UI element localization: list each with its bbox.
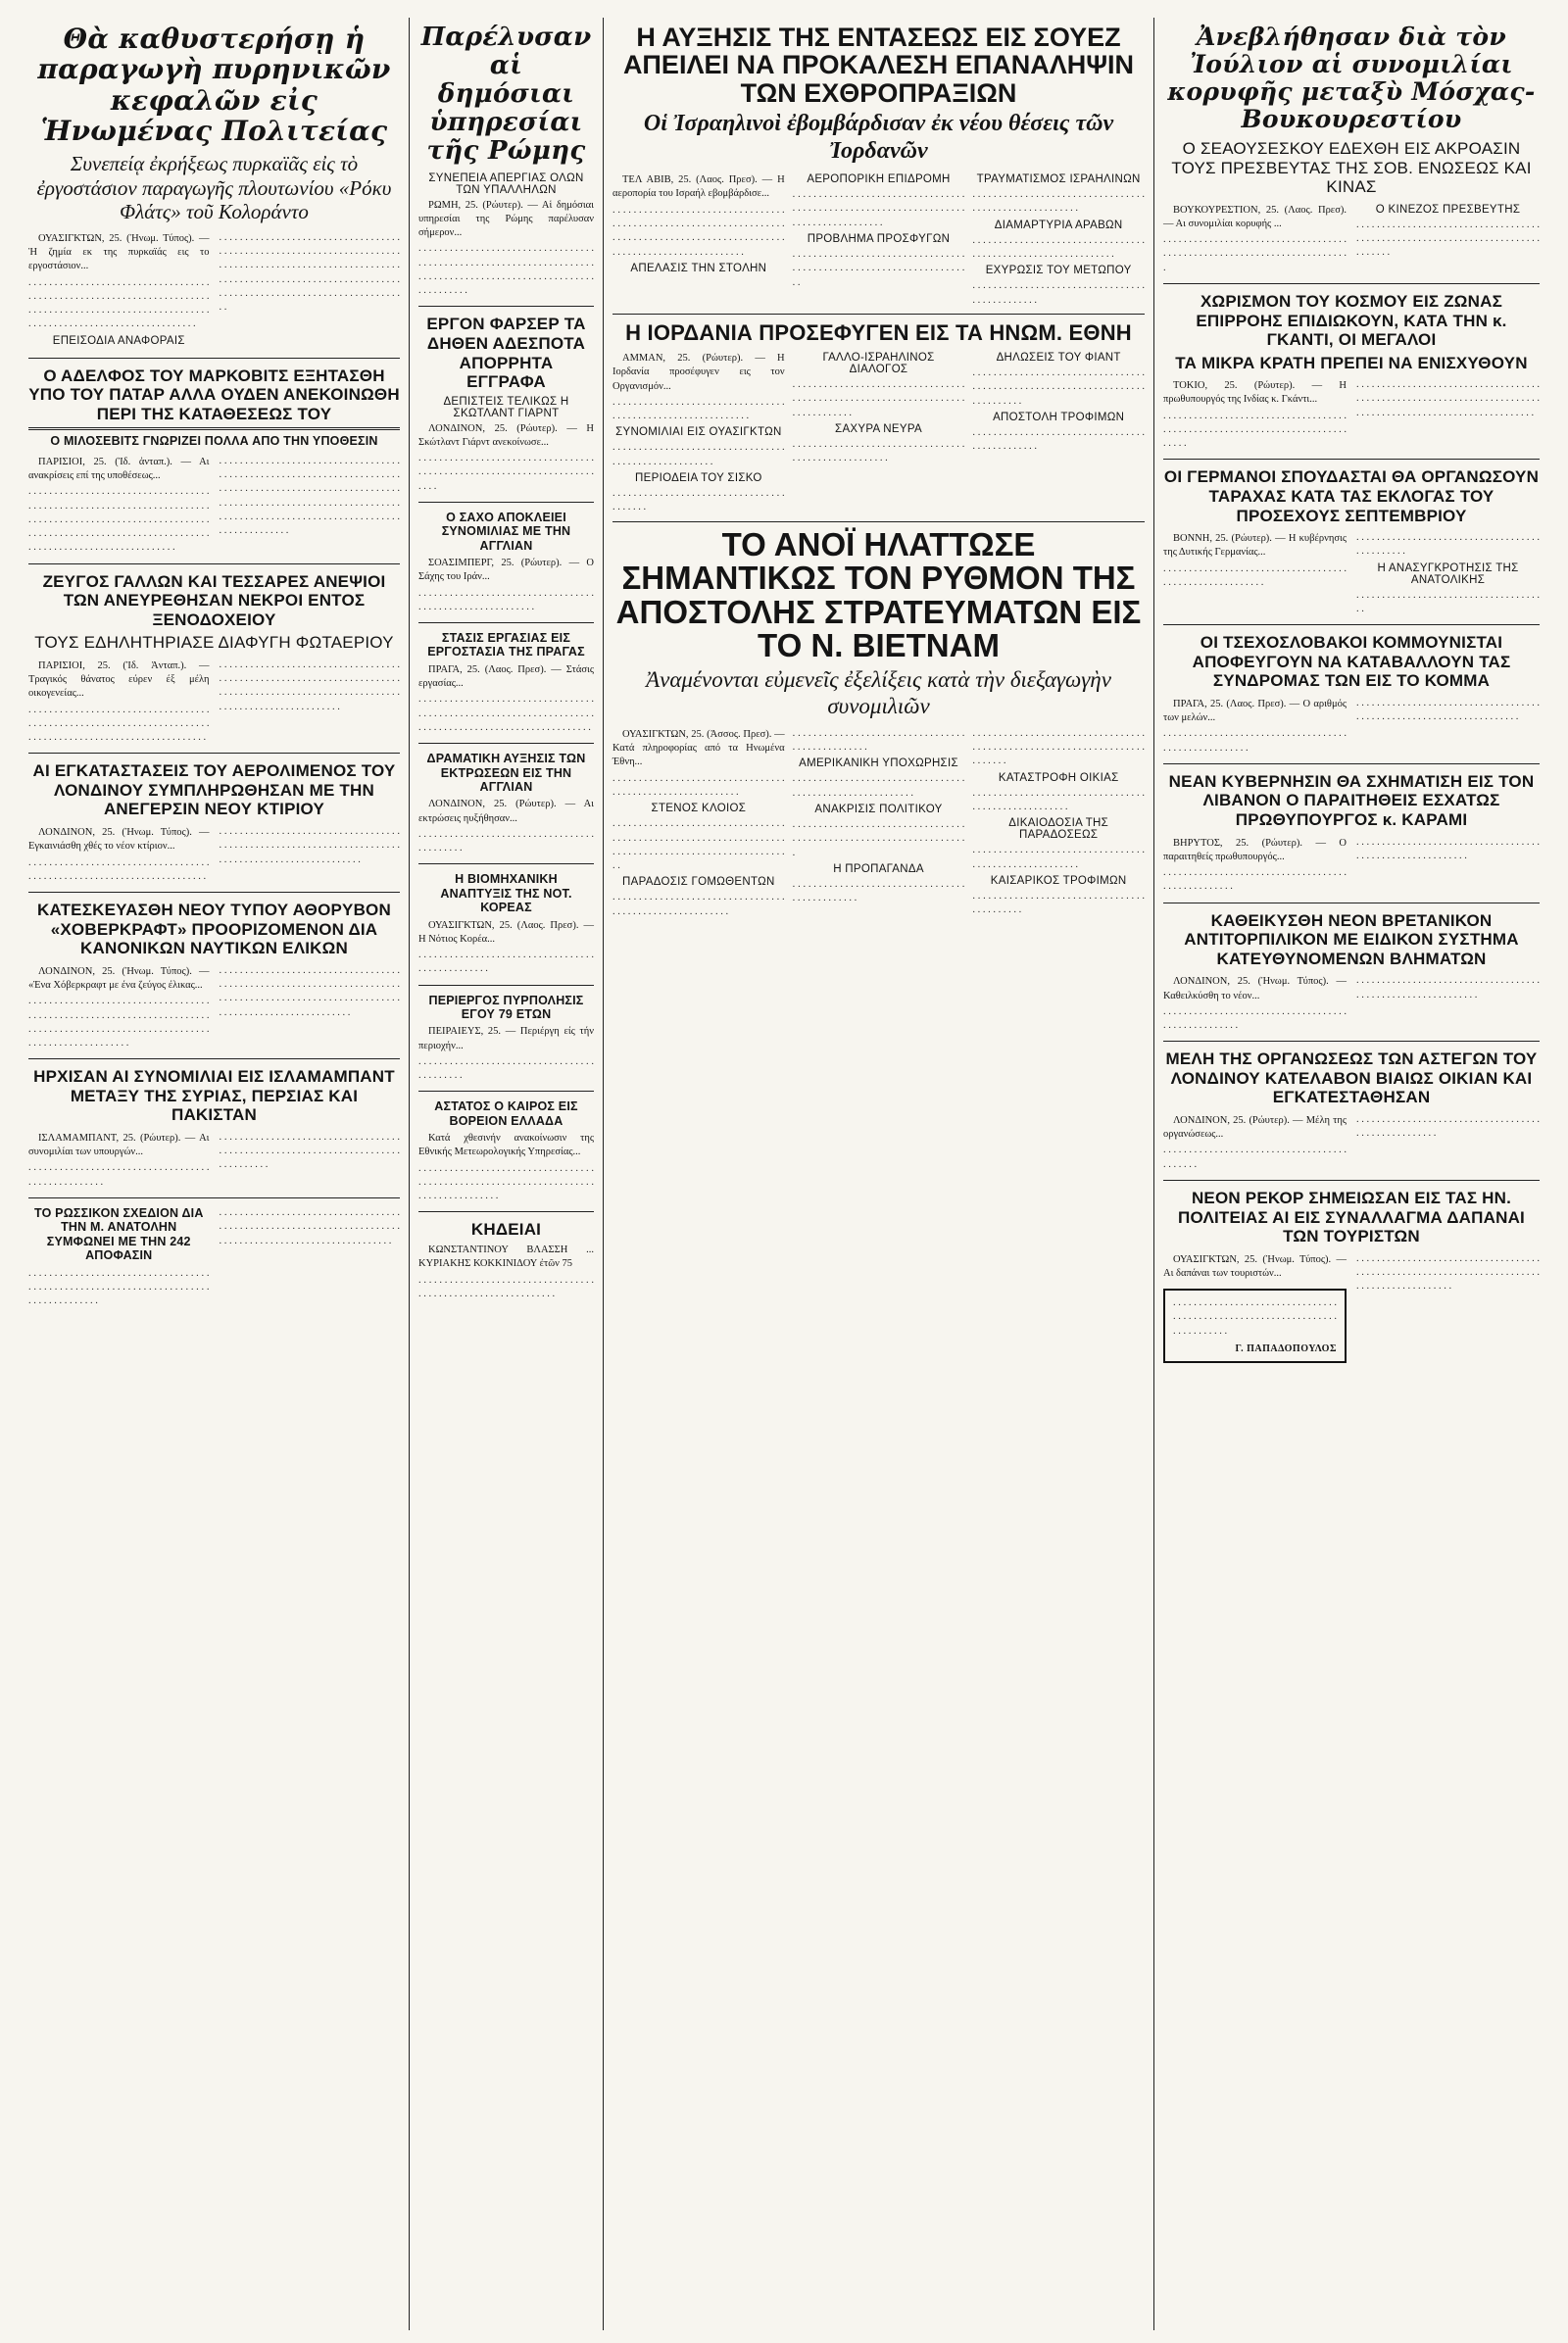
body-text: . . . . . . . . . . . . . . . . . . . . . . . . . . . . . . . . . . . . . . . . . . . . . . [972,426,1145,453]
article-london-airport [28,754,400,893]
article-czech-communists [1163,625,1540,764]
body-text: . . . . . . . . . . . . . . . . . . . . . . . . . . . . . . . . . . . . . . . . . . . . . . . . . . . . . . . . . . . . [1356,975,1540,1001]
body-text: . . . . . . . . . . . . . . . . . . . . . . . . . . . . . . . . . . . . . . . . . . . . . . . . . . . . . . . . . . . . . . . . . . . . . . . . . . . . . [1163,410,1347,450]
headline: ΔΡΑΜΑΤΙΚΗ ΑΥΞΗΣΙΣ ΤΩΝ ΕΚΤΡΩΣΕΩΝ ΕΙΣ ΤΗΝ ΑΓΓΛΙΑΝ [426,752,586,794]
headline: ΑΣΤΑΤΟΣ Ο ΚΑΙΡΟΣ ΕΙΣ ΒΟΡΕΙΟΝ ΕΛΛΑΔΑ [434,1099,578,1128]
headline: ΑΙ ΕΓΚΑΤΑΣΤΑΣΕΙΣ ΤΟΥ ΑΕΡΟΛΙΜΕΝΟΣ ΤΟΥ ΛΟΝΔΙΝΟΥ ΣΥΜΠΛΗΡΩΘΗΣΑΝ ΜΕ ΤΗΝ ΑΝΕΓΕΡΣΙΝ ΝΕΟΥ ΚΤΙΡΙΟΥ [32,761,396,819]
article-funerals [418,1212,594,1309]
body-text: . . . . . . . . . . . . . . . . . . . . . . . . . . . . . . . . . . . . . . . . . . . . . . . . . . . . [1356,1113,1540,1140]
headline: ΕΡΓΟΝ ΦΑΡΣΕΡ ΤΑ ΔΗΘΕΝ ΑΔΕΣΠΟΤΑ ΑΠΟΡΡΗΤΑ ΕΓΓΡΑΦΑ [426,315,586,392]
subheadline: Ο ΣΕΑΟΥΣΕΣΚΟΥ ΕΔΕΧΘΗ ΕΙΣ ΑΚΡΟΑΣΙΝ ΤΟΥΣ ΠΡΕΣΒΕΥΤΑΣ ΤΗΣ ΣΟΒ. ΕΝΩΣΕΩΣ ΚΑΙ ΚΙΝΑΣ [1171,139,1532,197]
article-secret-documents [418,307,594,503]
article-tourist-spending [1163,1181,1540,1371]
section-kicker: Ο ΚΙΝΕΖΟΣ ΠΡΕΣΒΕΥΤΗΣ [1375,203,1521,216]
headline: ΝΕΑΝ ΚΥΒΕΡΝΗΣΙΝ ΘΑ ΣΧΗΜΑΤΙΣΗ ΕΙΣ ΤΟΝ ΛΙΒΑΝΟΝ Ο ΠΑΡΑΙΤΗΘΕΙΣ ΕΣΧΑΤΩΣ ΠΡΩΘΥΠΟΥΡΓΟΣ κ. ΚΑΡΑΜΙ [1168,771,1535,829]
headline: ΚΑΘΕΙΚΥΣΘΗ ΝΕΟΝ ΒΡΕΤΑΝΙΚΟΝ ΑΝΤΙΤΟΡΠΙΛΙΚΟΝ ΜΕ ΕΙΔΙΚΟΝ ΣΥΣΤΗΜΑ ΚΑΤΕΥΘΥΝΟΜΕΝΩΝ ΒΛΗΜΑΤΩΝ [1184,910,1519,968]
subheadline: Ἀναμένονται εὐμενεῖς ἐξελίξεις κατὰ τὴν διεξαγωγὴν συνομιλιῶν [646,667,1111,718]
body-text: . . . . . . . . . . . . . . . . . . . . . . . . . . . . . . . . . . . . . . . . . . . . . . . . . . . . . . . . . . . . . . . . . . . . . . . . . . . . [972,367,1145,407]
article-nuclear-warheads [28,18,400,359]
body-text: . . . . . . . . . . . . . . . . . . . . . . . . . . . . . . . . . . . . . . . . . . . . . . . . . . . . . . . . . . . . . . . . . . . . . . . . . . . . . . . . . . . . . . . . . . . . . . . . . . . . . . . . . . . . . . . . . . . . . . . . . . . . . . . . . . . . . . . . . . . . . . . . . . . . . . . . . . . . . . . . . . . . . . . . . [28,486,210,554]
article-british-torpedo [1163,903,1540,1043]
body-text: . . . . . . . . . . . . . . . . . . . . . . . . . . . . . . . . . . . . . . . . . . . . . . . . . . . . . . . . . . . . . . . . . . . . . . [28,856,210,882]
headline: Ἀνεβλήθησαν διὰ τὸν Ἰούλιον αἱ συνομιλίαι κορυφῆς μεταξὺ Μόσχας-Βουκουρεστίου [1167,23,1536,133]
body-text: . . . . . . . . . . . . . . . . . . . . . . . . . . . . . . . . . . . . . . . . . . . . . . . . [792,727,965,754]
body-text: . . . . . . . . . . . . . . . . . . . . . . . . . . . . . . . . . . . . . . . . . . . . . . . . . . . . . . . . . . . . . [972,234,1145,261]
body-text: . . . . . . . . . . . . . . . . . . . . . . . . . . . . . . . . . . . . . . . . . . . . . . . . . . . . . . . . . . . . . . . . . . . . . . . . . . . . . . . . . . . . . . . . . . . . . . . . . . . . . . . . . . . . . . . . . . . . . . . . . . . . . [612,204,785,258]
section-kicker: ΕΧΥΡΩΣΙΣ ΤΟΥ ΜΕΤΩΠΟΥ [985,265,1132,277]
body-text: . . . . . . . . . . . . . . . . . . . . . . . . . . . . . . . . . . . . . . . . . . . . . . . . . . . . . . . . [612,892,785,917]
dateline-text: ΣΟΑΣΙΜΠΕΡΓ, 25. (Ρώυτερ). — Ο Σάχης του Ιράν... [418,558,594,583]
body-text: . . . . . . . . . . . . . . . . . . . . . . . . . . . . . . . . . . . . . . . . . . . . . . . . . . . . . . . . . [418,587,594,612]
body-text: . . . . . . . . . . . . . . . . . . . . . . . . . . . . . . . . . . . . . . . . . . . . . . . . . . . . . . . . [1163,562,1347,588]
body-text: . . . . . . . . . . . . . . . . . . . . . . . . . . . . . . . . . . . . . . . . . . . . . . . . . . . . . . . . . . . . . . . . . . . [792,819,965,858]
body-text: . . . . . . . . . . . . . . . . . . . . . . . . . . . . . . . . . . . . . . . . . . . . . . . . . . . . . . . . . . . . . . . . . . . . . . . . . . . . . . . . [219,1131,400,1171]
body-text: . . . . . . . . . . . . . . . . . . . . . . . . . . . . . . . . . . . . . . . . . . . . . . . . . . . . [972,787,1145,812]
article-islamabad-talks [28,1059,400,1198]
body-text: . . . . . . . . . . . . . . . . . . . . . . . . . . . . . . . . . . . . . . [1356,589,1540,614]
body-text: . . . . . . . . . . . . . . . . . . . . . . . . . . . . . . . . . . . . . . . . . . . . . . . . . . . . . . . . . . . . . . . . . . . . . . . . . . . . . . . . . . . . . . . . . . . . . . . . . . . . . . . . . . . . . . . . . . . . . . . . . . . . . . . . . . . . . . . . . . [28,276,210,330]
column-2 [410,18,604,2330]
headline: ΣΤΑΣΙΣ ΕΡΓΑΣΙΑΣ ΕΙΣ ΕΡΓΟΣΤΑΣΙΑ ΤΗΣ ΠΡΑΓΑΣ [427,631,585,659]
article-rome-strike [418,18,594,307]
article-suez [612,18,1145,315]
body-text: . . . . . . . . . . . . . . . . . . . . . . . . . . . . . . . . . . . . . . . . . . . . . . . . . . . . . . . . . . . . . . . . . . . . . . . . . . . . . . . . . . . . . . . . . . . . . . . . . . . . . . . . . . . . . . . . . . . . . . . . . . . . . . . . . [219,659,400,712]
dateline-text: ΠΡΑΓΑ, 25. (Λαος. Πρεσ). — Στάσις εργασίας... [418,663,594,690]
headline: Η ΙΟΡΔΑΝΙΑ ΠΡΟΣΕΦΥΓΕΝ ΕΙΣ ΤΑ ΗΝΩΜ. ΕΘΝΗ [625,319,1132,345]
body-text: . . . . . . . . . . . . . . . . . . . . . . . . . . . . . . . . . . . . . . . . . . . . . . . . . . . . . . . . . . . . . . . . . . . . . . . . . . . . . . . . . . . . [418,1162,594,1202]
headline: ΗΡΧΙΣΑΝ ΑΙ ΣΥΝΟΜΙΛΙΑΙ ΕΙΣ ΙΣΛΑΜΑΜΠΑΝΤ ΜΕΤΑΞΥ ΤΗΣ ΣΥΡΙΑΣ, ΠΕΡΣΙΑΣ ΚΑΙ ΠΑΚΙΣΤΑΝ [33,1067,395,1125]
article-german-students [1163,460,1540,625]
section-kicker: ΑΠΟΣΤΟΛΗ ΤΡΟΦΙΜΩΝ [993,411,1125,423]
section-kicker: ΠΕΡΙΟΔΕΙΑ ΤΟΥ ΣΙΣΚΟ [635,471,762,484]
headline: ΧΩΡΙΣΜΟΝ ΤΟΥ ΚΟΣΜΟΥ ΕΙΣ ΖΩΝΑΣ ΕΠΙΡΡΟΗΣ ΕΠΙΔΙΩΚΟΥΝ, ΚΑΤΑ ΤΗΝ κ. ΓΚΑΝΤΙ, ΟΙ ΜΕΓΑΛΟΙ [1196,291,1507,350]
subheadline: ΤΑ ΜΙΚΡΑ ΚΡΑΤΗ ΠΡΕΠΕΙ ΝΑ ΕΝΙΣΧΥΘΟΥΝ [1175,353,1528,372]
dateline-text: ΠΑΡΙΣΙΟΙ, 25. (Ἰδ. Ἀνταπ.). — Τραγικός θάνατος εύρεν έξ μέλη οικογενείας... [28,659,210,700]
dateline-text: ΠΕΙΡΑΙΕΥΣ, 25. — Περιέργη είς τήν περιοχήν... [418,1026,594,1051]
section-kicker: ΔΗΛΩΣΕΙΣ ΤΟΥ ΦΙΑΝΤ [996,352,1121,365]
body-text: . . . . . . . . . . . . . . . . . . . . . . . . . . . . . . . . . . . . . . . . . . . . . . . . . . . . . . . . . . . . . . . . . . . . . . . . . . . . . . . . . . . . . . . . . . . . . . . . . . . . . . . . . [28,704,210,744]
body-text: . . . . . . . . . . . . . . . . . . . . . . . . . . . . . . . . . . . . . . . . . . . [418,828,594,854]
article-hovercraft [28,893,400,1059]
dateline-text: ΤΟΚΙΟ, 25. (Ρώυτερ). — Η πρωθυπουργός της Ινδίας κ. Γκάντι... [1163,380,1347,406]
body-text: . . . . . . . . . . . . . . . . . . . . . . . . . . . . . . . . . . . . . . . . . . . . . . . . . . . . . . . . . . . . . [418,1274,594,1299]
article-london-squatters [1163,1042,1540,1181]
dateline-text: Κατά χθεσινήν ανακοίνωσιν της Εθνικής Μετεωρολογικής Υπηρεσίας... [418,1133,594,1158]
body-text: . . . . . . . . . . . . . . . . . . . . . . . . . . . . . . . . . . . . . . . . . . . . . . . . . . . . . . . . . . . . . . . . . . . . . . . . . . . . . . . [1356,219,1540,259]
dateline-text: ΛΟΝΔΙΝΟΝ, 25. (Ἠνωμ. Τύπος). — «Ένα Χόβερκραφτ με ένα ζεύγος έλικας... [28,965,210,991]
headline: Ο ΣΑΧΟ ΑΠΟΚΛΕΙΕΙ ΣΥΝΟΜΙΛΙΑΣ ΜΕ ΤΗΝ ΑΓΓΛΙΑΝ [441,510,571,553]
body-text: . . . . . . . . . . . . . . . . . . . . . . . . . . . . . . . . . . . . . . . . . . . . . . . . . . . . . . . . . . . . . . . . . . . . . . . . . . . . . . . . . . . . . . . . . . . . . . . . . . . . . [612,818,785,872]
dateline-text: ΒΟΝΝΗ, 25. (Ρώυτερ). — Η κυβέρνησις της Δυτικής Γερμανίας... [1163,533,1347,559]
section-kicker: ΚΑΙΣΑΡΙΚΟΣ ΤΡΟΦΙΜΩΝ [990,874,1127,887]
dateline-text: ΤΕΛ ΑΒΙΒ, 25. (Λαος. Πρεσ). — Η αεροπορία του Ισραήλ εβομβάρδισε... [612,174,785,200]
body-text: . . . . . . . . . . . . . . . . . . . . . . . . . . . . . . . . . . . . . . . . . . . . . . . . . . . . . . . . . . . . . . . . . . . . . . . . . . . . . . . . . . . . . . . . . . . . . . . . . . . . . . . . . . . . . . . . . . . . . . . . . . . . . . . . . . . . . . . . . . . . . . . . . . . . . . . . . . . . . . . . . . . . . . . . . . . . . . . . . . . . . . . . . . . . . [219,455,400,537]
body-text: . . . . . . . . . . . . . . . . . . . . . . . . . . . . . . . . . . . . . . . . . . . . . . . . . . . . . . . . . . . . . . . . . . . . . . . . . . . . . . . . . . . . [28,1267,210,1307]
dateline-text: ΟΥΑΣΙΓΚΤΩΝ, 25. (Ἀσσος. Πρεσ). — Κατά πληροφορίας από τα Ηνωμένα Έθνη... [612,728,785,768]
body-text: . . . . . . . . . . . . . . . . . . . . . . . . . . . . . . . . . . . . . . . . . . . . . . . . . . . . . . . . . . [1356,836,1540,861]
body-text: . . . . . . . . . . . . . . . . . . . . . . . . . . . . . . . . . . . . . . . . . . . . . . [1356,532,1540,558]
body-text: . . . . . . . . . . . . . . . . . . . . . . . . . . . . . . . . . . . . . . . . . . . [972,890,1145,916]
dateline-text: ΠΑΡΙΣΙΟΙ, 25. (Ἰδ. ἀνταπ.). — Αι ανακρίσεις επί της υποθέσεως... [28,456,210,481]
dateline-text: ΡΩΜΗ, 25. (Ρώυτερ). — Αἱ δημόσιαι υπηρεσίαι της Ρώμης παρέλυσαν σήμερον... [418,199,594,239]
headline: ΝΕΟΝ ΡΕΚΟΡ ΣΗΜΕΙΩΣΑΝ ΕΙΣ ΤΑΣ ΗΝ. ΠΟΛΙΤΕΙΑΣ ΑΙ ΕΙΣ ΣΥΝΑΛΛΑΓΜΑ ΔΑΠΑΝΑΙ ΤΩΝ ΤΟΥΡΙΣΤΩΝ [1178,1189,1525,1246]
body-text: . . . . . . . . . . . . . . . . . . . . . . . . . . . . . . . . . . . . . . . . . . . . . . . . . . . . . . . . . . . . . . . . . . . . . . . . [418,453,594,492]
headline: Θὰ καθυστερήσῃ ἡ παραγωγὴ πυρηνικῶν κεφαλῶν εἰς Ἡνωμένας Πολιτείας [37,23,391,148]
section-kicker: ΕΠΕΙΣΟΔΙΑ ΑΝΑΦΟΡΑΙΣ [52,334,185,347]
headline: ΚΑΤΕΣΚΕΥΑΣΘΗ ΝΕΟΥ ΤΥΠΟΥ ΑΘΟΡΥΒΟΝ «ΧΟΒΕΡΚΡΑΦΤ» ΠΡΟΟΡΙΖΟΜΕΝΟΝ ΔΙΑ ΚΑΝΟΝΙΚΩΝ ΝΑΥΤΙΚΩΝ ΕΛΙΚΩΝ [37,901,391,958]
body-text: . . . . . . . . . . . . . . . . . . . . . . . . . . . . . . . . . . . . . . . . . . . . . . . . . . . . . . . . . . . . . . . . . . . . . . . . . [1163,234,1347,273]
body-text: . . . . . . . . . . . . . . . . . . . . . . . . . . . . . . . . . . . . . . . . . . . [1163,1145,1347,1170]
article-moscow-bucharest [1163,18,1540,284]
section-kicker: ΚΑΤΑΣΤΡΟΦΗ ΟΙΚΙΑΣ [998,771,1119,784]
body-text: . . . . . . . . . . . . . . . . . . . . . . . . . . . . . . . . . . . . . . . . . . . . . . . . . . . . . . [972,845,1145,870]
article-prague-factories [418,623,594,744]
headline: ΖΕΥΓΟΣ ΓΑΛΛΩΝ ΚΑΙ ΤΕΣΣΑΡΕΣ ΑΝΕΨΙΟΙ ΤΩΝ ΑΝΕΥΡΕΘΗΣΑΝ ΝΕΚΡΟΙ ΕΝΤΟΣ ΞΕΝΟΔΟΧΕΙΟΥ [42,571,386,629]
body-text: . . . . . . . . . . . . . . . . . . . . . . . . . . . . . . . . . . . . . . . . . . . . . . . . . . . . . . . . . . [612,772,785,798]
headline: ΚΗΔΕΙΑΙ [470,1220,542,1240]
dateline-text: ΛΟΝΔΙΝΟΝ, 25. (Ρώυτερ). — Αι εκτρώσεις ηυξήθησαν... [418,799,594,824]
article-gandhi [1163,284,1540,461]
body-text: . . . . . . . . . . . . . . . . . . . . . . . . . . . . . . . . . . . . . . . . . . . . . . . . . . . . . [612,442,785,467]
body-text: . . . . . . . . . . . . . . . . . . . . . . . . . . . . . . . . . . . . . . . . [612,487,785,513]
dateline-text: ΛΟΝΔΙΝΟΝ, 25. (Ἠνωμ. Τύπος). — Καθειλκύσθη το νέον... [1163,976,1347,1001]
article-abortions [418,744,594,864]
body-text: . . . . . . . . . . . . . . . . . . . . . . . . . . . . . . . . . . . . . . . . . . . . . . . . . . . . . . . . . . . . . . . . . . . . . . . . . . . . . . . . . . . . . . . . . . . . . . . . . . . . . . . . [219,1207,400,1246]
body-text: . . . . . . . . . . . . . . . . . . . . . . . . . . . . . . . . . . . . . . . . . . . . . . . . . . . . . . . . . . . . . . . . . . . . . . . . . . . . . . . . . . . . . . . . . . . . . . . . . . . . . . . . . . . . . . . . . . . . . . . . . . . . . . . . . . . . . . . . . . . . . . . . . . . . . . . . . . . . . . . . . . . . . . . . . . . . . . . . . [219,231,400,314]
article-korea-industry [418,864,594,985]
dateline-text: ΑΜΜΑΝ, 25. (Ρώυτερ). — Η Ιορδανία προσέφυγεν εις τον Οργανισμόν... [612,353,785,392]
section-kicker: ΣΑΧΥΡΑ ΝΕΥΡΑ [835,422,922,435]
article-markovic [28,359,400,564]
body-text: . . . . . . . . . . . . . . . . . . . . . . . . . . . . . . . . . . . . . . . . . . . . . . . . . . . . . [1163,728,1347,754]
column-1 [20,18,410,2330]
body-text: . . . . . . . . . . . . . . . . . . . . . . . . . . . . . . . . . . . . . . . . . . . . . . . . . . . . . . . . . . . . . . . . . . . . . . . . . . . . . . . . . . . . . . . . . . . [1356,1252,1540,1293]
headline: ΤΟ ΡΩΣΣΙΚΟΝ ΣΧΕΔΙΟΝ ΔΙΑ ΤΗΝ Μ. ΑΝΑΤΟΛΗΝ ΣΥΜΦΩΝΕΙ ΜΕ ΤΗΝ 242 ΑΠΟΦΑΣΙΝ [33,1206,204,1263]
body-text: . . . . . . . . . . . . . . . . . . . . . . . . . . . . . . . . . . . . . . . . . . . . . . [792,878,965,904]
section-kicker: ΔΙΚΑΙΟΔΟΣΙΑ ΤΗΣ ΠΑΡΑΔΟΣΕΩΣ [1008,817,1109,842]
body-text: . . . . . . . . . . . . . . . . . . . . . . . . . . . . . . . . . . . . . . . . . . . . . . . . . . . [1163,1005,1347,1032]
article-weather [418,1092,594,1212]
section-kicker: ΠΑΡΑΔΟΣΙΣ ΓΟΜΩΘΕΝΤΩΝ [622,876,775,889]
body-text: . . . . . . . . . . . . . . . . . . . . . . . . . . . . . . . . . . . . . . . . . . . . . . . . . . . . . . . . . . . . . . . . . . . . . . . . . . . . . . . . . . . . . . . . . . . . . . . . . . . . . . [418,694,594,733]
subheadline: Συνεπείᾳ ἐκρήξεως πυρκαϊᾶς εἰς τὸ ἐργοστάσιον παραγωγῆς πλουτωνίου «Ρόκυ Φλάτς» τοῦ Κολοράντο [36,152,392,223]
section-kicker: ΑΕΡΟΠΟΡΙΚΗ ΕΠΙΔΡΟΜΗ [807,173,951,186]
body-text: . . . . . . . . . . . . . . . . . . . . . . . . . . . . . . . . . . . . . . . . . . . . . . . . . . . . . . . . . . . . . . . . . . . . . . . . . [972,727,1145,767]
subheadline: Οἱ Ἰσραηλινοὶ ἐβομβάρδισαν ἐκ νέου θέσεις τῶν Ἰορδανῶν [643,111,1114,164]
body-text: . . . . . . . . . . . . . . . . . . . . . . . . . . . . . . . . . . . . . . . . . . . . . . . . . . . . . . . . . . . . . . . . . . . . [1356,697,1540,723]
subheadline: ΤΟΥΣ ΕΔΗΛΗΤΗΡΙΑΣΕ ΔΙΑΦΥΓΗ ΦΩΤΑΕΡΙΟΥ [34,633,394,653]
section-kicker: ΑΝΑΚΡΙΣΙΣ ΠΟΛΙΤΙΚΟΥ [814,804,943,815]
article-hotel-deaths [28,564,400,755]
body-text: . . . . . . . . . . . . . . . . . . . . . . . . . . . . . . . . . . . . . . . . . . . . . . . . [418,950,594,975]
dateline-text: ΛΟΝΔΙΝΟΝ, 25. (Ἠνωμ. Τύπος). — Εγκαινιάσθη χθές το νέον κτίριον... [28,827,210,853]
body-text: . . . . . . . . . . . . . . . . . . . . . . . . . . . . . . . . . . . . . . . . . . . . . . . . . . . . . . . . . . . . . . . . . . . . . . . . . . . . . . . . . . . . . . . . . . . . . . . . . . . . . . . . . . . . . . . . . . . . . . . . . . . . . [28,996,210,1049]
article-hanoi-troops [612,522,1145,925]
section-kicker: ΣΥΝΟΜΙΛΙΑΙ ΕΙΣ ΟΥΑΣΙΓΚΤΩΝ [615,426,782,439]
column-3 [604,18,1154,2330]
column-4 [1154,18,1548,2330]
body-text: . . . . . . . . . . . . . . . . . . . . . . . . . . . . . . . . . . . . . . . . . . . . . . . . . . . . . . . . . . . . . . . . . . . . . . . . . . . . . . . . . . . . [792,189,965,228]
headline: ΟΙ ΓΕΡΜΑΝΟΙ ΣΠΟΥΔΑΣΤΑΙ ΘΑ ΟΡΓΑΝΩΣΟΥΝ ΤΑΡΑΧΑΣ ΚΑΤΑ ΤΑΣ ΕΚΛΟΓΑΣ ΤΟΥ ΠΡΟΣΕΧΟΥΣ ΣΕΠΤΕΜΒΡΙΟΥ [1163,467,1540,525]
dateline-text: ΛΟΝΔΙΝΟΝ, 25. (Ρώυτερ). — Μέλη της οργανώσεως... [1163,1114,1347,1141]
headline: Η ΒΙΟΜΗΧΑΝΙΚΗ ΑΝΑΠΤΥΞΙΣ ΤΗΣ ΝΟΤ. ΚΟΡΕΑΣ [440,872,572,915]
article-lebanon [1163,764,1540,903]
dateline-text: ΟΥΑΣΙΓΚΤΩΝ, 25. (Ἠνωμ. Τύπος). — Αι δαπάναι των τουριστών... [1163,1253,1347,1279]
section-kicker: ΓΑΛΛΟ-ΙΣΡΑΗΛΙΝΟΣ ΔΙΑΛΟΓΟΣ [822,352,935,376]
headline: Η ΑΥΞΗΣΙΣ ΤΗΣ ΕΝΤΑΣΕΩΣ ΕΙΣ ΣΟΥΕΖ ΑΠΕΙΛΕΙ ΝΑ ΠΡΟΚΑΛΕΣΗ ΕΠΑΝΑΛΗΨΙΝ ΤΩΝ ΕΧΘΡΟΠΡΑΞΙΩΝ [622,23,1135,108]
body-text: . . . . . . . . . . . . . . . . . . . . . . . . . . . . . . . . . . . . . . . . . . . . . . . . . . . . . . . . . . . . . . . . . . . . . . . . . . . . . . . . . . . . . . . . . . . . . . . . . . [219,826,400,865]
section-kicker: ΔΕΠΙΣΤΕΙΣ ΤΕΛΙΚΩΣ Η ΣΚΩΤΛΑΝΤ ΓΙΑΡΝΤ [443,395,569,419]
section-kicker: ΤΡΑΥΜΑΤΙΣΜΟΣ ΙΣΡΑΗΛΙΝΩΝ [976,173,1141,186]
body-text: . . . . . . . . . . . . . . . . . . . . . . . . . . . . . . . . . . . . . . . . . . . . . . . . . . . . . . . . . . . . . . . . . . . . . . . . . . . . . . . . . . . . . . . . . . . . . . . . . . . . . . . . . . . . . . . . [418,243,594,297]
body-text: . . . . . . . . . . . . . . . . . . . . . . . . . . . . . . . . . . . . . . . . . . . . . . . . . . . . . . [972,189,1145,215]
article-russian-plan [28,1198,400,1316]
dateline-text: ΛΟΝΔΙΝΟΝ, 25. (Ρώυτερ). — Η Σκώτλαντ Γιάρντ ανεκοίνωσε... [418,422,594,448]
boxed-notice [1163,1289,1347,1363]
body-text: . . . . . . . . . . . . . . . . . . . . . . . . . . . . . . . . . . . . . . . . . . . . . . . . . . . . . . . . . . . . . . . . . . . . . . . . . . . . . . . . . . . . . . . . . . . . . . . . . . . . . . . . . . . . . . . . . . . . . . . . . . . . . . . . . . . [219,964,400,1018]
headline: ΠΕΡΙΕΡΓΟΣ ΠΥΡΠΟΛΗΣΙΣ ΕΓΟΥ 79 ΕΤΩΝ [428,993,584,1021]
section-kicker: ΠΡΟΒΛΗΜΑ ΠΡΟΣΦΥΓΩΝ [807,233,951,246]
section-kicker: ΔΙΑΜΑΡΤΥΡΙΑ ΑΡΑΒΩΝ [994,219,1123,231]
section-kicker: ΣΤΕΝΟΣ ΚΛΟΙΟΣ [651,803,747,815]
body-text: . . . . . . . . . . . . . . . . . . . . . . . . . . . . . . . . . . . . . . . . . . . . . . . . . . . . [792,438,965,464]
headline: ΤΟ ΑΝΟΪ ΗΛΑΤΤΩΣΕ ΣΗΜΑΝΤΙΚΩΣ ΤΟΝ ΡΥΘΜΟΝ ΤΗΣ ΑΠΟΣΤΟΛΗΣ ΣΤΡΑΤΕΥΜΑΤΩΝ ΕΙΣ ΤΟ Ν. ΒΙΕΤΝΑΜ [615,525,1142,664]
body-text: . . . . . . . . . . . . . . . . . . . . . . . . . . . . . . . . . . . . . . . . . . . . . . . . . . . . . . . . . . . . . . . . . . . . [792,249,965,288]
dateline-text: ΠΡΑΓΑ, 25. (Λαος. Πρεσ). — Ο αριθμός των μελών... [1163,698,1347,724]
dateline-text: ΒΗΡΥΤΟΣ, 25. (Ρώυτερ). — Ο παραιτηθείς πρωθυπουργός... [1163,837,1347,862]
signature: Γ. ΠΑΠΑΔΟΠΟΥΛΟΣ [1235,1342,1337,1354]
headline: Ο ΑΔΕΛΦΟΣ ΤΟΥ ΜΑΡΚΟΒΙΤΣ ΕΞΗΤΑΣΘΗ ΥΠΟ ΤΟΥ ΠΑΤΑΡ ΑΛΛΑ ΟΥΔΕΝ ΑΝΕΚΟΙΝΩΘΗ ΠΕΡΙ ΤΗΣ ΚΑΤΑΘΕΣΕΩΣ ΤΟΥ [28,366,400,423]
section-kicker: Η ΠΡΟΠΑΓΑΝΔΑ [833,862,924,875]
body-text: . . . . . . . . . . . . . . . . . . . . . . . . . . . . . . . . . . . . . . . . . . . . . . . . . . . . . . . . . . . . . . . . . . . . . . . . . . . . . . [792,379,965,418]
section-kicker: ΑΠΕΛΑΣΙΣ ΤΗΝ ΣΤΟΛΗΝ [630,262,767,274]
body-text: . . . . . . . . . . . . . . . . . . . . . . . . . . . . . . . . . . . . . . . . . . . . . . . . . . [1163,867,1347,893]
body-text: . . . . . . . . . . . . . . . . . . . . . . . . . . . . . . . . . . . . . . . . . . . . . . . . . . . . . . . . . . . . . . . . . . . . . . . . . . . . . . . . . . . . . . . . . . . . . . . . . . . . . . . . . . . [1356,379,1540,418]
body-text: . . . . . . . . . . . . . . . . . . . . . . . . . . . . . . . . . . . . . . . . . . . . . . [972,280,1145,306]
dateline-text: ΟΥΑΣΙΓΚΤΩΝ, 25. (Λαος. Πρεσ). — Η Νότιος Κορέα... [418,919,594,945]
section-kicker: ΣΥΝΕΠΕΙΑ ΑΠΕΡΓΙΑΣ ΟΛΩΝ ΤΩΝ ΥΠΑΛΛΗΛΩΝ [428,171,584,196]
body-text: . . . . . . . . . . . . . . . . . . . . . . . . . . . . . . . . . . . . . . . . . . . . . . . . . . . . . . . . . . . . . . . . . . . . . . . . . . . [1173,1297,1337,1337]
article-shah [418,503,594,623]
headline: ΟΙ ΤΣΕΧΟΣΛΟΒΑΚΟΙ ΚΟΜΜΟΥΝΙΣΤΑΙ ΑΠΟΦΕΥΓΟΥΝ ΝΑ ΚΑΤΑΒΑΛΛΟΥΝ ΤΑΣ ΣΥΝΔΡΟΜΑΣ ΤΩΝ ΕΙΣ ΤΟ ΚΟΜΜΑ [1192,633,1511,691]
headline: ΜΕΛΗ ΤΗΣ ΟΡΓΑΝΩΣΕΩΣ ΤΩΝ ΑΣΤΕΓΩΝ ΤΟΥ ΛΟΝΔΙΝΟΥ ΚΑΤΕΛΑΒΟΝ ΒΙΑΙΩΣ ΟΙΚΙΑΝ ΚΑΙ ΕΓΚΑΤΕΣΤΑΘΗΣΑΝ [1165,1049,1538,1107]
dateline-text: ΙΣΛΑΜΑΜΠΑΝΤ, 25. (Ρώυτερ). — Αι συνομιλίαι των υπουργών... [28,1132,210,1158]
subheadline: Ο ΜΙΛΟΣΕΒΙΤΣ ΓΝΩΡΙΖΕΙ ΠΟΛΛΑ ΑΠΟ ΤΗΝ ΥΠΟΘΕΣΙΝ [50,434,378,449]
funeral-text: ΚΩΝΣΤΑΝΤΙΝΟΥ ΒΛΑΣΣΗ ... ΚΥΡΙΑΚΗΣ ΚΟΚΚΙΝΙΔΟΥ ἐτῶν 75 [418,1245,594,1270]
body-text: . . . . . . . . . . . . . . . . . . . . . . . . . . . . . . . . . . . . . . . . . . . . . . . . . . [28,1162,210,1188]
body-text: . . . . . . . . . . . . . . . . . . . . . . . . . . . . . . . . . . . . . . . . . . . [418,1055,594,1082]
headline: Παρέλυσαν αἱ δημόσιαι ὑπηρεσίαι τῆς Ρώμης [420,23,592,167]
body-text: . . . . . . . . . . . . . . . . . . . . . . . . . . . . . . . . . . . . . . . . . . . . . . . . . . . . . . . . . [792,773,965,799]
section-kicker: Η ΑΝΑΣΥΓΚΡΟΤΗΣΙΣ ΤΗΣ ΑΝΑΤΟΛΙΚΗΣ [1377,561,1519,586]
article-jordan-un [612,315,1145,522]
body-text: . . . . . . . . . . . . . . . . . . . . . . . . . . . . . . . . . . . . . . . . . . . . . . . . . . . . . . . . . . . . [612,396,785,422]
section-kicker: ΑΜΕΡΙΚΑΝΙΚΗ ΥΠΟΧΩΡΗΣΙΣ [799,757,958,770]
dateline-text: ΟΥΑΣΙΓΚΤΩΝ, 25. (Ἠνωμ. Τύπος). — Ἡ ζημία εκ της πυρκαϊάς εις το εργοστάσιον... [28,232,210,272]
dateline-text: ΒΟΥΚΟΥΡΕΣΤΙΟΝ, 25. (Λαος. Πρεσ). — Αι συνομιλίαι κορυφής ... [1163,204,1347,229]
article-arson [418,986,594,1093]
